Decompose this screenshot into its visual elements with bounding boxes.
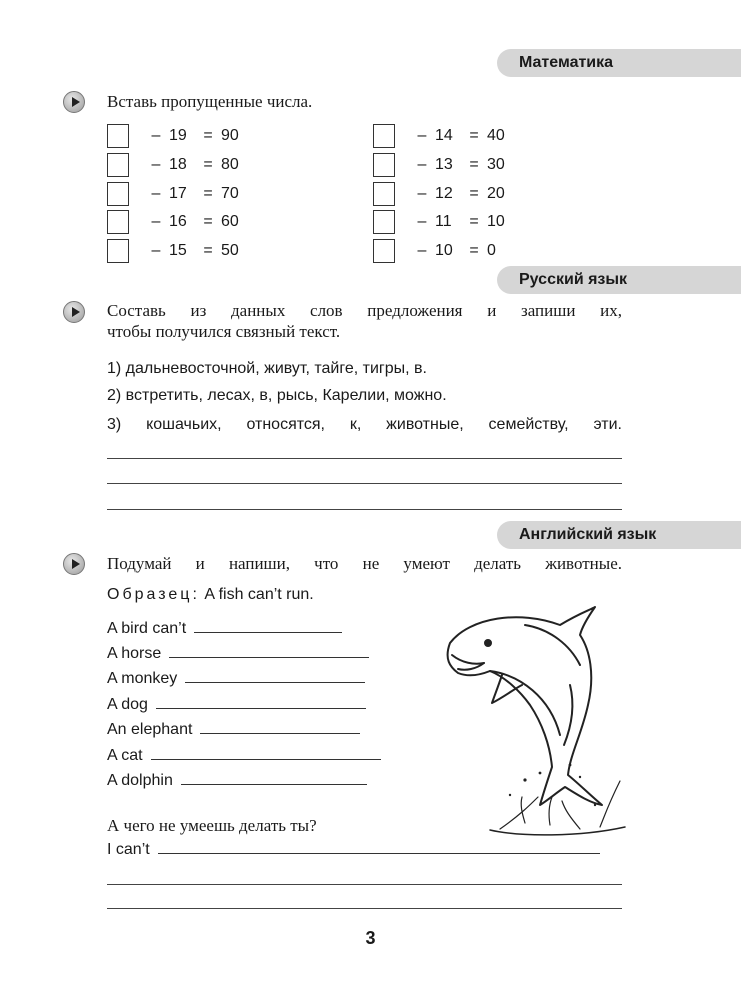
number: 16: [169, 213, 187, 231]
sample-text: A fish can’t run.: [204, 586, 314, 603]
minus-sign: –: [417, 155, 427, 173]
english-task: [107, 772, 367, 790]
equation-row: [373, 181, 517, 207]
answer-box[interactable]: [373, 239, 395, 263]
play-icon[interactable]: [63, 553, 85, 575]
answer-line[interactable]: [107, 908, 622, 909]
number: 17: [169, 184, 187, 202]
equals-sign: =: [469, 213, 479, 231]
answer-box[interactable]: [107, 210, 129, 234]
answer-line[interactable]: [158, 852, 600, 854]
answer-line[interactable]: [200, 732, 360, 734]
answer-line[interactable]: [151, 758, 381, 760]
answer-line[interactable]: [169, 656, 369, 658]
answer-box[interactable]: [373, 210, 395, 234]
number: 13: [435, 155, 453, 173]
english-answer: [107, 841, 600, 859]
play-icon[interactable]: [63, 301, 85, 323]
answer-line[interactable]: [156, 707, 366, 709]
answer-box[interactable]: [373, 182, 395, 206]
number: 0: [487, 242, 496, 260]
number: 11: [435, 213, 452, 231]
answer-box[interactable]: [107, 124, 129, 148]
russian-instruction-line1: Составь из данных слов предложения и запиши их,: [107, 301, 622, 320]
equation-row: [373, 152, 517, 178]
answer-line[interactable]: [107, 483, 622, 484]
tab-math: Математика: [497, 49, 741, 77]
answer-box[interactable]: [373, 124, 395, 148]
math-instruction: Вставь пропущенные числа.: [107, 92, 313, 111]
number: 50: [221, 242, 239, 260]
minus-sign: –: [417, 184, 427, 202]
russian-item-2: 2) встретить, лесах, в, рысь, Карелии, можно.: [107, 387, 447, 404]
equals-sign: =: [469, 155, 479, 173]
equation-row: [373, 238, 517, 264]
tab-english: Английский язык: [497, 521, 741, 549]
number: 19: [169, 127, 187, 144]
number: 30: [487, 155, 505, 173]
number: 70: [221, 184, 239, 202]
answer-box[interactable]: [373, 153, 395, 177]
equation-row: [107, 238, 251, 264]
equation-row: [373, 209, 517, 235]
number: 15: [169, 242, 187, 260]
equals-sign: =: [469, 242, 479, 260]
tab-russian: Русский язык: [497, 266, 741, 294]
equals-sign: =: [469, 127, 479, 144]
russian-instruction-line2: чтобы получился связный текст.: [107, 322, 341, 341]
answer-line[interactable]: [185, 681, 365, 683]
english-task: [107, 670, 365, 688]
equals-sign: =: [203, 155, 213, 173]
task-label: A monkey: [107, 670, 178, 687]
equals-sign: =: [203, 184, 213, 202]
equation-row: [107, 181, 251, 207]
minus-sign: –: [417, 242, 427, 260]
equals-sign: =: [203, 127, 213, 144]
task-label: A cat: [107, 747, 143, 764]
minus-sign: –: [151, 155, 161, 173]
russian-item-1: 1) дальневосточной, живут, тайге, тигры, в.: [107, 360, 427, 377]
minus-sign: –: [151, 184, 161, 202]
answer-box[interactable]: [107, 153, 129, 177]
number: 10: [487, 213, 505, 231]
number: 90: [221, 127, 239, 144]
task-label: A horse: [107, 645, 162, 662]
english-task: [107, 721, 360, 739]
equals-sign: =: [203, 213, 213, 231]
task-label: An elephant: [107, 721, 193, 738]
answer-line[interactable]: [194, 631, 342, 633]
dolphin-illustration: [430, 605, 630, 840]
equals-sign: =: [203, 242, 213, 260]
answer-box[interactable]: [107, 182, 129, 206]
page-number: 3: [365, 928, 376, 948]
task-label: A bird can’t: [107, 620, 187, 637]
number: 14: [435, 127, 453, 144]
english-question: А чего не умеешь делать ты?: [107, 816, 317, 835]
equation-row: [107, 123, 251, 149]
number: 20: [487, 184, 505, 202]
minus-sign: –: [417, 127, 427, 144]
english-task: [107, 747, 381, 765]
minus-sign: –: [151, 127, 161, 144]
answer-line[interactable]: [107, 884, 622, 885]
answer-box[interactable]: [107, 239, 129, 263]
sample-line: [107, 586, 314, 604]
number: 40: [487, 127, 505, 144]
task-label: A dolphin: [107, 772, 173, 789]
answer-line[interactable]: [107, 509, 622, 510]
number: 10: [435, 242, 453, 260]
minus-sign: –: [151, 242, 161, 260]
task-label: A dog: [107, 696, 148, 713]
equation-row: [107, 152, 251, 178]
answer-line[interactable]: [181, 783, 367, 785]
english-task: [107, 645, 369, 663]
minus-sign: –: [417, 213, 427, 231]
english-task: [107, 696, 366, 714]
english-instruction: Подумай и напиши, что не умеют делать животные.: [107, 554, 622, 573]
russian-item-3: 3) кошачьих, относятся, к, животные, семейству, эти.: [107, 416, 622, 433]
play-icon[interactable]: [63, 91, 85, 113]
number: 60: [221, 213, 239, 231]
number: 18: [169, 155, 187, 173]
equals-sign: =: [469, 184, 479, 202]
answer-line[interactable]: [107, 458, 622, 459]
minus-sign: –: [151, 213, 161, 231]
english-task: [107, 620, 342, 638]
number: 80: [221, 155, 239, 173]
answer-start: I can’t: [107, 841, 150, 858]
equation-row: [373, 123, 517, 149]
equation-row: [107, 209, 251, 235]
sample-label: Образец:: [107, 586, 200, 603]
number: 12: [435, 184, 453, 202]
